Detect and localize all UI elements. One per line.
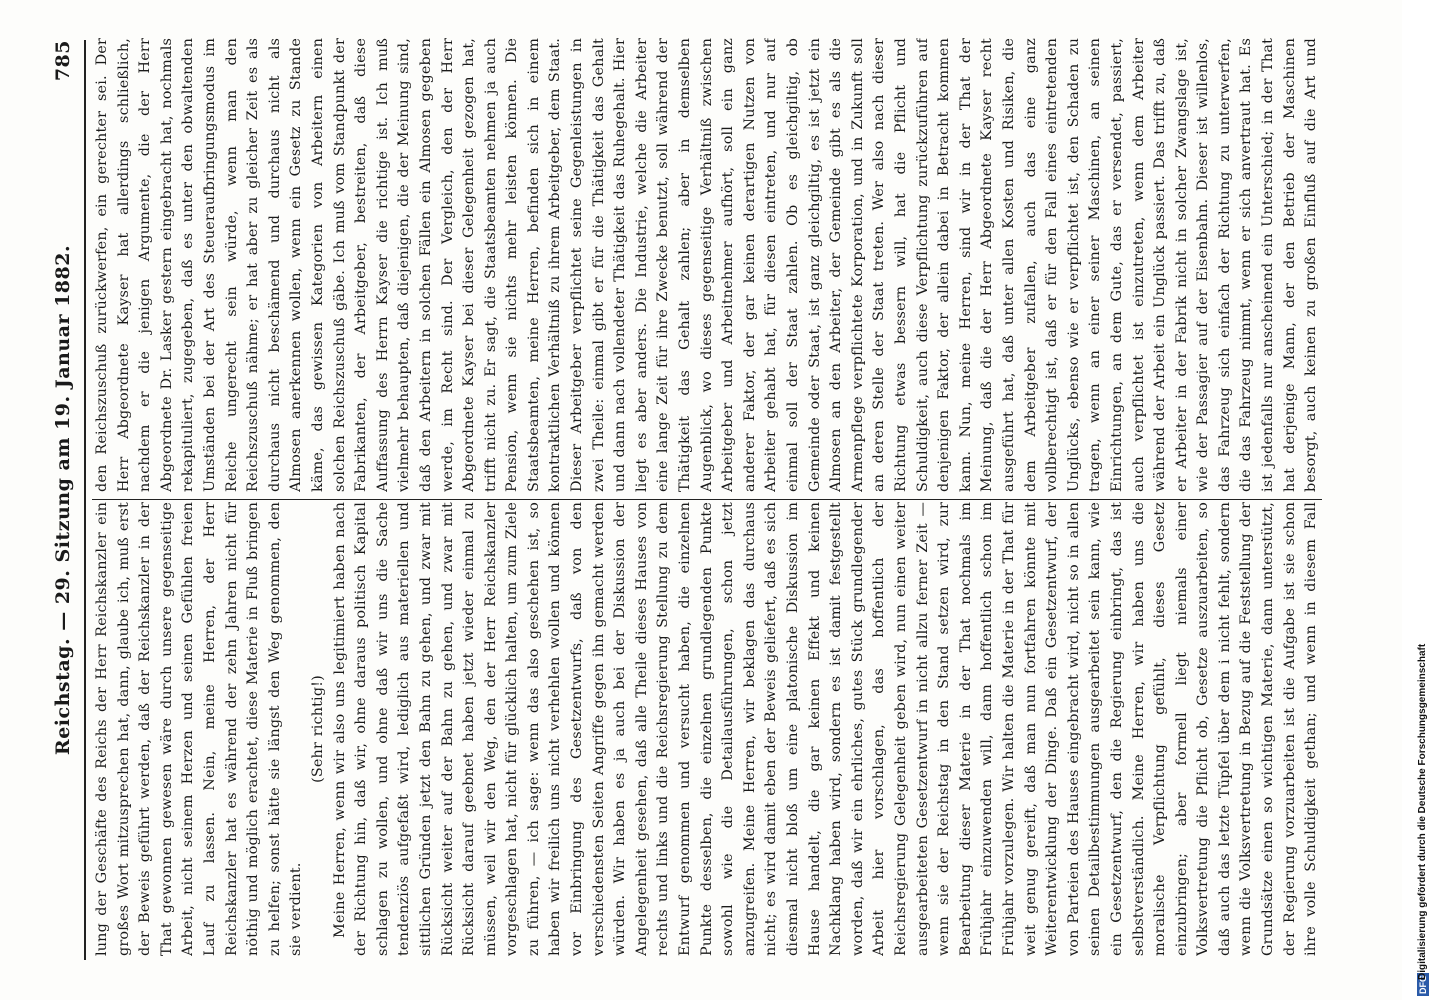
right-paragraph: den Reichszuschuß zurückwerfen, ein gerechter sei. Der Herr Abgeordnete Kayser hat allerdings schließlich, nachdem er die jenigen Argumente, die der Herr Abgeordnete Dr. Lasker gestern eingebracht hat, nochmals rekapituliert, zugegeben, daß es unter den obwaltenden Umständen bei der Art des Steueraufbringungsmodus im Reiche ungerecht sein würde, wenn man den Reichszuschuß nähme; er hat aber zu gleicher Zeit es als durchaus nicht beschämend und durchaus nicht als Almosen anerkennen wollen, wenn ein Gesetz zu Stande käme, das gewissen Kategorien von Arbeitern einen solchen Reichszuschuß gäbe. Ich muß vom Standpunkt der Fabrikanten, der Arbeitgeber, bestreiten, daß diese Auffassung des Herrn Kayser die richtige ist. Ich muß vielmehr behaupten, daß diejenigen, die der Meinung sind, daß den Arbeitern in solchen Fällen ein Almosen gegeben werde, im Recht sind. Der Vergleich, den der Herr Abgeordnete Kayser bei dieser Gelegenheit gezogen hat, trifft nicht zu. Er sagt, die Staatsbeamten nehmen ja auch Pension, wenn sie nichts mehr leisten können. Die Staatsbeamten, meine Herren, befinden sich in einem kontraktlichen Verhältniß zu ihrem Arbeitgeber, dem Staat. Dieser Arbeitgeber verpflichtet seine Gegenleistungen in zwei Theile: einmal gibt er für die Thätigkeit das Gehalt und dann nach vollendeter Thätigkeit das Ruhegehalt. Hier liegt es aber anders. Die Industrie, welche die Arbeiter eine lange Zeit für ihre Zwecke benutzt, soll während der Thätigkeit das Gehalt zahlen; aber in demselben Augenblick, wo dieses gegenseitige Verhältniß zwischen Arbeitgeber und Arbeitnehmer aufhört, soll ein ganz anderer Faktor, der gar keinen derartigen Nutzen von Arbeiter gehabt hat, für diesen eintreten, und nur auf einmal soll der Staat zahlen. Ob es gleichgiltig, ob Gemeinde oder Staat, ist ganz gleichgiltig, es ist jetzt ein Almosen an den Arbeiter, der Gemeinde gibt es als die Armenpflege verpflichtete Korporation, und in Zukunft soll an deren Stelle der Staat treten. Wer also nach dieser Richtung etwas bessern will, hat die Pflicht und Schuldigkeit, auch diese Verpflichtung zurückzuführen auf denjenigen Faktor, der allein dabei in Betracht kommen kann. Nun, meine Herren, sind wir in der That der Meinung, daß die der Herr Abgeordnete Kayser recht ausgeführt hat, daß unter allen Kosten und Risiken, die dem Arbeitgeber zufallen, auch das eine ganz vollberechtigt ist, daß er für den Fall eines eintretenden Unglücks, ebenso wie er verpflichtet ist, den Schaden zu tragen, wenn an einer seiner Maschinen, an seinen Einrichtungen, an dem Gute, das er versendet, passiert, auch verpflichtet ist einzutreten, wenn dem Arbeiter während der Arbeit ein Unglück passiert. Das trifft zu, daß er Arbeiter in der Fabrik nicht in solcher Zwangslage ist, wie der Passagier auf der Eisenbahn. Dieser ist willenlos, das Fahrzeug sich einfach der Richtung zu unterwerfen, die das Fahrzeug nimmt, wenn er sich anvertraut hat. Es ist jedenfalls nur anscheinend ein Unterschied; in der That hat derjenige Mann, der den Betrieb der Maschinen besorgt, auch keinen zu großen Einfluß auf die Art und: [94, 38, 1320, 492]
left-paragraph: Meine Herren, wenn wir also uns legitimiert haben nach der Richtung hin, daß wir, ohne daraus politisch Kapital schlagen zu wollen, und ohne daß wir uns die Sache tendenziös aufgefaßt wird, lediglich aus materiellen und sittlichen Gründen jetzt den Bahn zu gehen, und zwar mit Rücksicht weiter auf der Bahn zu gehen, und zwar mit Rücksicht darauf geebnet haben jetzt wieder einmal zu müssen, weil wir den Weg, den der Herr Reichskanzler vorgeschlagen hat, nicht für glücklich halten, um zum Ziele zu führen, — ich sage: wenn das also geschehen ist, so haben wir freilich uns nicht verhehlen wollen und können vor Einbringung des Gesetzentwurfs, daß von den verschiedensten Seiten Angriffe gegen ihn gemacht werden würden. Wir haben es ja auch bei der Diskussion der Angelegenheit gesehen, daß alle Theile dieses Hauses von rechts und links und die Reichsregierung Stellung zu dem Entwurf genommen und versucht haben, die einzelnen Punkte desselben, die einzelnen grundlegenden Punkte sowohl wie die Detailausführungen, schon jetzt anzugreifen. Meine Herren, wir beklagen das durchaus nicht; es wird damit eben der Beweis geliefert, daß es sich diesmal nicht bloß um eine platonische Diskussion im Hause handelt, die gar keinen Effekt und keinen Nachklang haben wird, sondern es ist damit festgestellt worden, daß wir ein ehrliches, gutes Stück grundlegender Arbeit hier vorschlagen, das hoffentlich der Reichsregierung Gelegenheit geben wird, nun einen weiter ausgearbeiteten Gesetzentwurf in nicht allzu ferner Zeit — wenn sie der Reichstag in den Stand setzen wird, zur Bearbeitung dieser Materie in der That nochmals im Frühjahr einzuwenden will, dann hoffentlich schon im Frühjahr vorzulegen. Wir halten die Materie in der That für weit genug gereift, daß man nun fortfahren könnte mit Weiterentwicklung der Dinge. Daß ein Gesetzentwurf, der von Parteien des Hauses eingebracht wird, nicht so in allen seinen Detailbestimmungen ausgearbeitet sein kann, wie ein Gesetzentwurf, den die Regierung einbringt, das ist selbstverständlich. Meine Herren, wir haben uns die moralische Verpflichtung gefühlt, dieses Gesetz einzubringen; aber formell liegt niemals einer Volksvertretung die Pflicht ob, Gesetze auszuarbeiten, so daß auch das letzte Tüpfel über dem i nicht fehlt, sondern wenn die Volksvertretung in Bezug auf die Feststellung der Grundsätze einen so wichtigen Materie, dann unterstützt, der Regierung vorzuarbeiten ist die Aufgabe ist sie schon ihre volle Schuldigkeit gethan; und wenn in diesem Fall: [331, 502, 1320, 956]
header-rule: [84, 40, 86, 960]
page-number: 785: [52, 40, 74, 82]
right-column: [92, 38, 1322, 492]
dfg-logo: DFG: [1418, 975, 1428, 994]
column-divider: [92, 499, 1322, 500]
interjection: (Sehr richtig!): [309, 675, 326, 783]
header-title: Reichstag. — 29. Sitzung am 19. Januar 1882.: [52, 244, 74, 756]
page-header: [52, 40, 82, 960]
credit-text: Digitalisierung gefördert durch die Deutsche Forschungsgemeinschaft: [1417, 643, 1428, 980]
left-column: [92, 502, 1322, 956]
digitization-credit: [1417, 0, 1431, 1000]
left-paragraph: lung der Geschäfte des Reichs der Herr Reichskanzler ein großes Wort mitzusprechen hat, dann, glaube ich, muß erst der Beweis geführt werden, daß der Reichskanzler in der That gewonnen gewesen wäre durch unsere gegenseitige Arbeit, nicht seinem Herzen und seinen Gefühlen freien Lauf zu lassen. Nein, meine Herren, der Herr Reichskanzler hat es während der zehn Jahren nicht für nöthig und möglich erachtet, diese Materie in Fluß bringen zu helfen; sonst hätte sie längst den Weg genommen, den sie verdient.: [94, 502, 305, 956]
